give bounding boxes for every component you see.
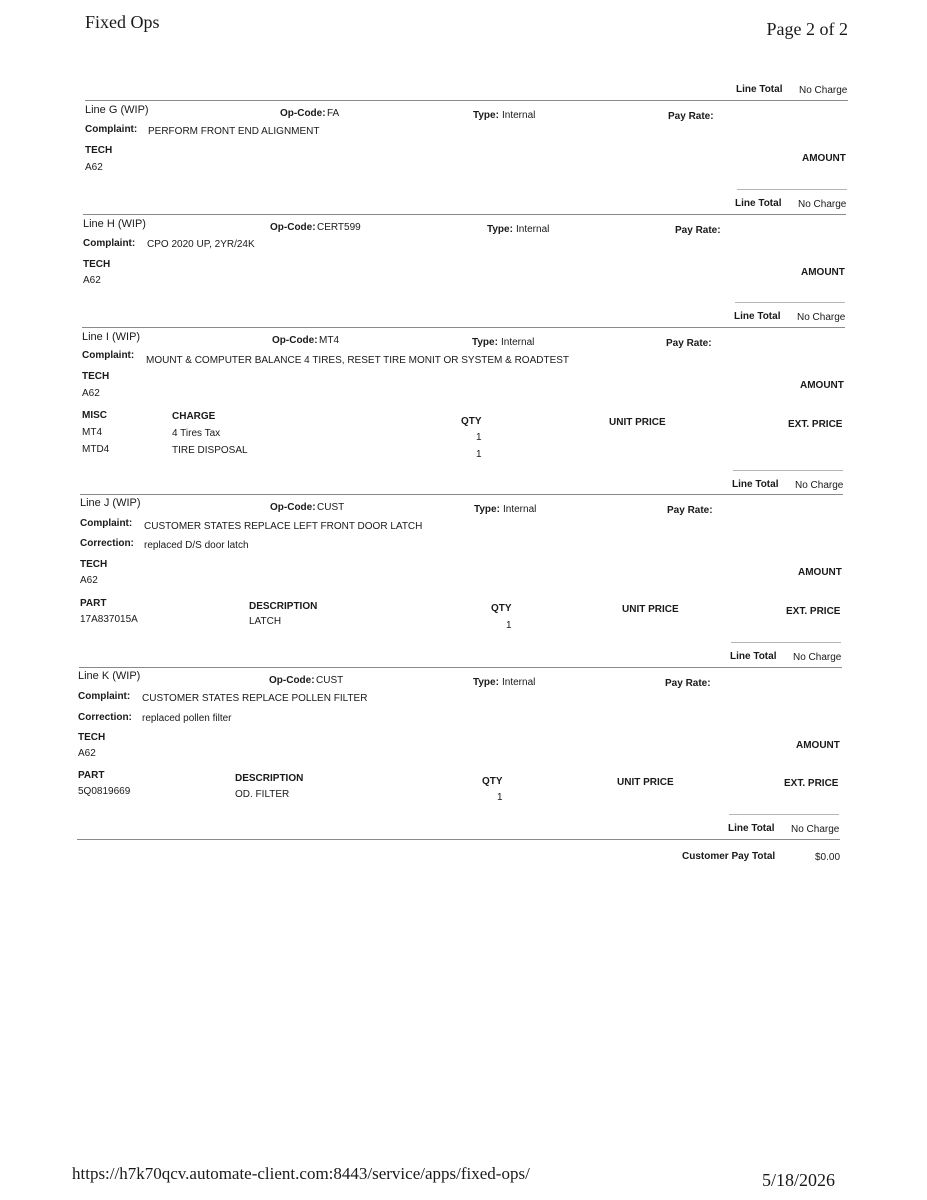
misc-charge: 4 Tires Tax — [172, 428, 221, 439]
complaint-label: Complaint: — [83, 238, 136, 249]
qty-header: QTY — [482, 776, 503, 787]
document-title: Fixed Ops — [85, 12, 160, 32]
line-total-value: No Charge — [793, 652, 842, 663]
tech-label: TECH — [80, 559, 108, 570]
op-code-value: CUST — [317, 502, 345, 513]
part-qty: 1 — [497, 792, 503, 803]
part-header: PART — [78, 770, 105, 781]
line-title: Line G (WIP) — [85, 104, 149, 116]
tech-label: TECH — [82, 371, 110, 382]
page-number: Page 2 of 2 — [766, 19, 848, 39]
op-code-label: Op-Code: — [270, 502, 316, 513]
pay-rate-label: Pay Rate: — [666, 338, 712, 349]
line-total-label: Line Total — [735, 198, 782, 209]
divider — [85, 100, 848, 101]
part-qty: 1 — [506, 620, 512, 631]
line-total-label: Line Total — [728, 823, 775, 834]
op-code-value: CERT599 — [317, 222, 361, 233]
total-rule — [735, 302, 845, 303]
qty-header: QTY — [491, 603, 512, 614]
tech-value: A62 — [78, 748, 96, 759]
customer-pay-total-label: Customer Pay Total — [682, 851, 776, 862]
part-number: 17A837015A — [80, 614, 138, 625]
divider — [80, 494, 843, 495]
pay-rate-label: Pay Rate: — [667, 505, 713, 516]
type-value: Internal — [501, 337, 535, 348]
divider — [77, 839, 840, 840]
op-code-label: Op-Code: — [270, 222, 316, 233]
line-total-label: Line Total — [732, 479, 779, 490]
amount-label: AMOUNT — [800, 380, 844, 391]
complaint-text: PERFORM FRONT END ALIGNMENT — [148, 126, 320, 137]
complaint-label: Complaint: — [80, 518, 133, 529]
type-value: Internal — [502, 110, 536, 121]
tech-value: A62 — [82, 388, 100, 399]
line-title: Line I (WIP) — [82, 331, 141, 343]
correction-label: Correction: — [80, 538, 134, 549]
description-header: DESCRIPTION — [249, 601, 318, 612]
prev-line-total-label: Line Total — [736, 84, 783, 95]
tech-value: A62 — [80, 575, 98, 586]
line-total-label: Line Total — [734, 311, 781, 322]
misc-charge: TIRE DISPOSAL — [172, 445, 248, 456]
ext-price-header: EXT. PRICE — [784, 778, 839, 789]
op-code-value: CUST — [316, 675, 344, 686]
tech-value: A62 — [83, 275, 101, 286]
complaint-label: Complaint: — [82, 350, 135, 361]
misc-qty: 1 — [476, 432, 482, 443]
part-header: PART — [80, 598, 107, 609]
type-label: Type: — [473, 110, 499, 121]
tech-value: A62 — [85, 162, 103, 173]
type-value: Internal — [516, 224, 550, 235]
op-code-label: Op-Code: — [280, 108, 326, 119]
divider — [82, 327, 845, 328]
amount-label: AMOUNT — [796, 740, 840, 751]
ext-price-header: EXT. PRICE — [788, 419, 843, 430]
correction-label: Correction: — [78, 712, 132, 723]
footer-date: 5/18/2026 — [761, 1170, 835, 1190]
amount-label: AMOUNT — [802, 153, 846, 164]
ext-price-header: EXT. PRICE — [786, 606, 841, 617]
complaint-text: CPO 2020 UP, 2YR/24K — [147, 239, 255, 250]
type-value: Internal — [502, 677, 536, 688]
op-code-label: Op-Code: — [272, 335, 318, 346]
complaint-label: Complaint: — [78, 691, 131, 702]
tech-label: TECH — [78, 732, 106, 743]
unit-price-header: UNIT PRICE — [622, 604, 679, 615]
line-total-value: No Charge — [791, 824, 840, 835]
pay-rate-label: Pay Rate: — [668, 111, 714, 122]
pay-rate-label: Pay Rate: — [665, 678, 711, 689]
amount-label: AMOUNT — [801, 267, 845, 278]
complaint-text: CUSTOMER STATES REPLACE POLLEN FILTER — [142, 693, 368, 704]
op-code-value: MT4 — [319, 335, 339, 346]
total-rule — [729, 814, 839, 815]
total-rule — [733, 470, 843, 471]
prev-line-total-value: No Charge — [799, 85, 848, 96]
tech-label: TECH — [83, 259, 111, 270]
type-label: Type: — [474, 504, 500, 515]
line-total-value: No Charge — [797, 312, 846, 323]
line-title: Line K (WIP) — [78, 670, 141, 682]
type-label: Type: — [472, 337, 498, 348]
pay-rate-label: Pay Rate: — [675, 225, 721, 236]
misc-header: MISC — [82, 410, 107, 421]
total-rule — [731, 642, 841, 643]
op-code-value: FA — [327, 108, 340, 119]
type-label: Type: — [487, 224, 513, 235]
description-header: DESCRIPTION — [235, 773, 304, 784]
correction-text: replaced D/S door latch — [144, 540, 249, 551]
type-value: Internal — [503, 504, 537, 515]
tech-label: TECH — [85, 145, 113, 156]
divider — [79, 667, 842, 668]
amount-label: AMOUNT — [798, 567, 842, 578]
total-rule — [737, 189, 847, 190]
correction-text: replaced pollen filter — [142, 713, 232, 724]
qty-header: QTY — [461, 416, 482, 427]
line-title: Line H (WIP) — [83, 218, 146, 230]
misc-qty: 1 — [476, 449, 482, 460]
unit-price-header: UNIT PRICE — [617, 777, 674, 788]
line-total-value: No Charge — [795, 480, 844, 491]
complaint-text: MOUNT & COMPUTER BALANCE 4 TIRES, RESET TIRE MONIT OR SYSTEM & ROADTEST — [146, 355, 570, 366]
line-total-value: No Charge — [798, 199, 847, 210]
misc-code: MT4 — [82, 427, 102, 438]
complaint-label: Complaint: — [85, 124, 138, 135]
part-description: LATCH — [249, 616, 282, 627]
line-total-label: Line Total — [730, 651, 777, 662]
type-label: Type: — [473, 677, 499, 688]
footer-url: https://h7k70qcv.automate-client.com:8443/service/apps/fixed-ops/ — [72, 1164, 530, 1183]
unit-price-header: UNIT PRICE — [609, 417, 666, 428]
part-description: OD. FILTER — [235, 789, 290, 800]
line-title: Line J (WIP) — [80, 497, 141, 509]
op-code-label: Op-Code: — [269, 675, 315, 686]
customer-pay-total-value: $0.00 — [815, 852, 841, 863]
complaint-text: CUSTOMER STATES REPLACE LEFT FRONT DOOR LATCH — [144, 521, 423, 532]
misc-code: MTD4 — [82, 444, 110, 455]
charge-header: CHARGE — [172, 411, 216, 422]
part-number: 5Q0819669 — [78, 786, 131, 797]
divider — [83, 214, 846, 215]
